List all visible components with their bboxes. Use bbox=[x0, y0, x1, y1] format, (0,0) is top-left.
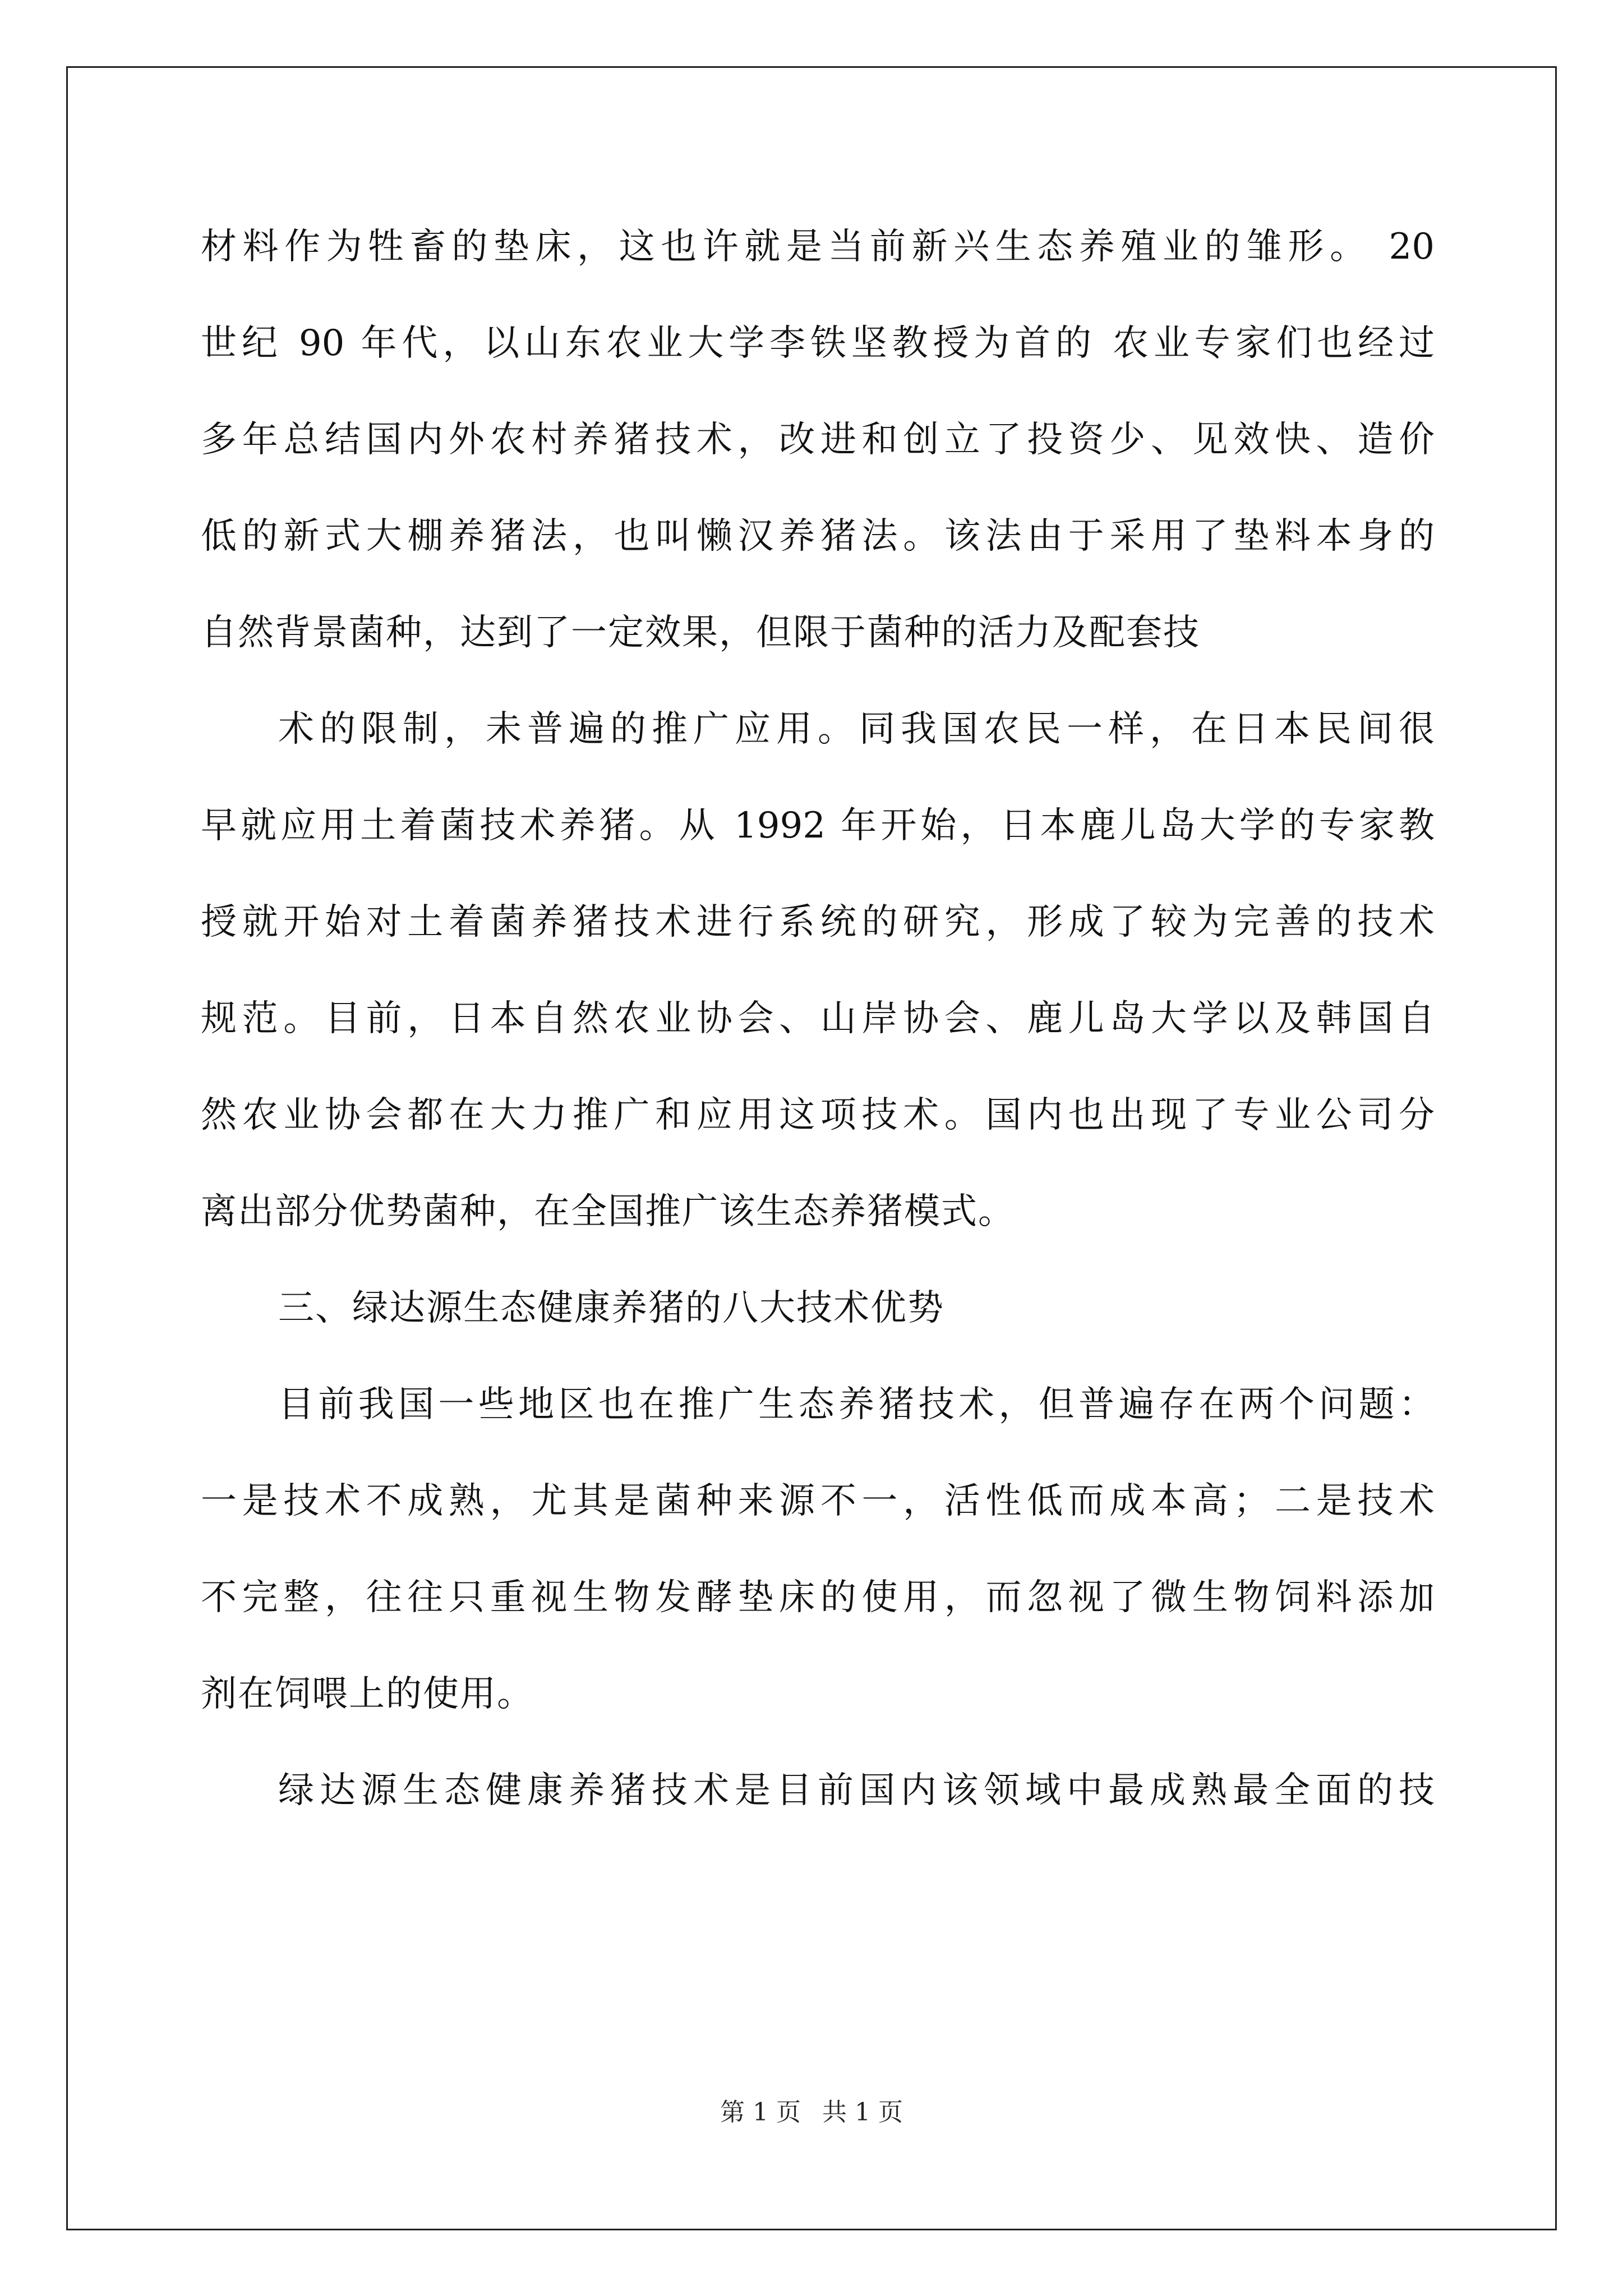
text-line: 规范。目前，日本自然农业协会、山岸协会、鹿儿岛大学以及韩国自 bbox=[201, 998, 1435, 1039]
text-line: 授就开始对土着菌养猪技术进行系统的研究，形成了较为完善的技术 bbox=[201, 901, 1435, 943]
section-heading: 三、绿达源生态健康养猪的八大技术优势 bbox=[278, 1287, 944, 1329]
text-line: 世纪 90 年代，以山东农业大学李铁坚教授为首的 农业专家们也经过 bbox=[201, 323, 1435, 364]
text-line: 早就应用土着菌技术养猪。从 1992 年开始，日本鹿儿岛大学的专家教 bbox=[201, 805, 1435, 846]
text-line: 多年总结国内外农村养猪技术，改进和创立了投资少、见效快、造价 bbox=[201, 419, 1435, 461]
page-number: 第 1 页 bbox=[720, 2098, 801, 2127]
page-total: 共 1 页 bbox=[822, 2098, 903, 2127]
text-line: 自然背景菌种，达到了一定效果，但限于菌种的活力及配套技 bbox=[201, 612, 1200, 654]
page-footer bbox=[0, 2097, 1623, 2128]
text-line: 材料作为牲畜的垫床，这也许就是当前新兴生态养殖业的雏形。 20 bbox=[201, 226, 1435, 268]
text-line: 不完整，往往只重视生物发酵垫床的使用，而忽视了微生物饲料添加 bbox=[201, 1577, 1435, 1618]
text-line: 一是技术不成熟，尤其是菌种来源不一，活性低而成本高；二是技术 bbox=[201, 1480, 1435, 1522]
text-line: 然农业协会都在大力推广和应用这项技术。国内也出现了专业公司分 bbox=[201, 1094, 1435, 1136]
text-line: 低的新式大棚养猪法，也叫懒汉养猪法。该法由于采用了垫料本身的 bbox=[201, 516, 1435, 557]
page-border bbox=[66, 66, 1557, 2230]
text-line: 离出部分优势菌种，在全国推广该生态养猪模式。 bbox=[201, 1191, 1015, 1232]
text-line: 绿达源生态健康养猪技术是目前国内该领域中最成熟最全面的技 bbox=[278, 1770, 1435, 1811]
text-line: 目前我国一些地区也在推广生态养猪技术，但普遍存在两个问题： bbox=[278, 1384, 1435, 1425]
text-line: 剂在饲喂上的使用。 bbox=[201, 1673, 534, 1715]
text-line: 术的限制，未普遍的推广应用。同我国农民一样，在日本民间很 bbox=[278, 708, 1435, 750]
